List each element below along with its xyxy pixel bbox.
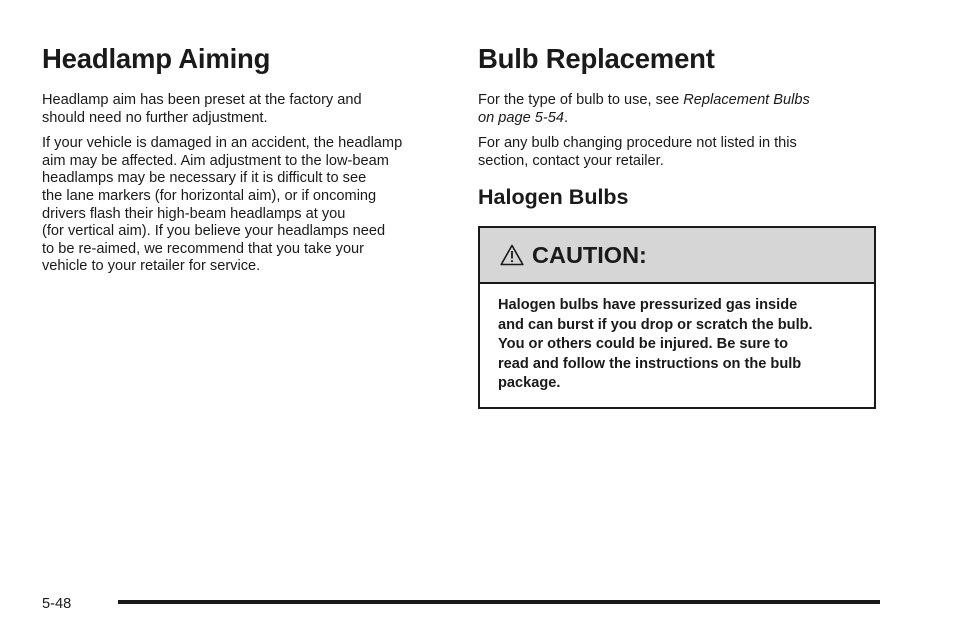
replacement-bulbs-page-link[interactable]: on page 5-54 — [478, 109, 565, 126]
replacement-bulbs-link[interactable]: Replacement Bulbs — [683, 92, 810, 108]
caution-body: Halogen bulbs have pressurized gas inside and can burst if you drop or scratch the bulb. You or others could be injured. Be sure to read and follow the instructions on the bulb package. — [498, 297, 813, 391]
bulb-type-suffix: . — [564, 109, 569, 126]
caution-box — [478, 226, 876, 409]
footer-rule — [118, 600, 880, 604]
paragraph-headlamp-preset: Headlamp aim has been preset at the factory and should need no further adjustment. — [42, 92, 362, 126]
caution-title: CAUTION: — [532, 241, 647, 268]
paragraph-bulb-type — [478, 92, 880, 127]
left-column — [42, 40, 447, 284]
section-heading-headlamp-aiming: Headlamp Aiming — [42, 43, 271, 74]
page-number: 5-48 — [42, 596, 72, 612]
paragraph-bulb-procedure: For any bulb changing procedure not listed in this section, contact your retailer. — [478, 135, 797, 169]
warning-triangle-icon — [500, 244, 524, 266]
paragraph-headlamp-damage: If your vehicle is damaged in an accident, the headlamp aim may be affected. Aim adjustment to the low-beam headlamps may be necessary if it is difficult to see the lane markers (for horizontal aim), or if oncoming drivers flash their high-beam headlamps at you (for vertical aim). If you believe your headlamps need to be re-aimed, we recommend that you take your vehicle to your retailer for service. — [42, 135, 403, 275]
right-column — [478, 40, 880, 409]
subheading-halogen-bulbs: Halogen Bulbs — [478, 185, 629, 210]
bulb-type-prefix: For the type of bulb to use, see — [478, 92, 684, 108]
section-heading-bulb-replacement: Bulb Replacement — [478, 43, 715, 74]
caution-header — [480, 228, 874, 284]
